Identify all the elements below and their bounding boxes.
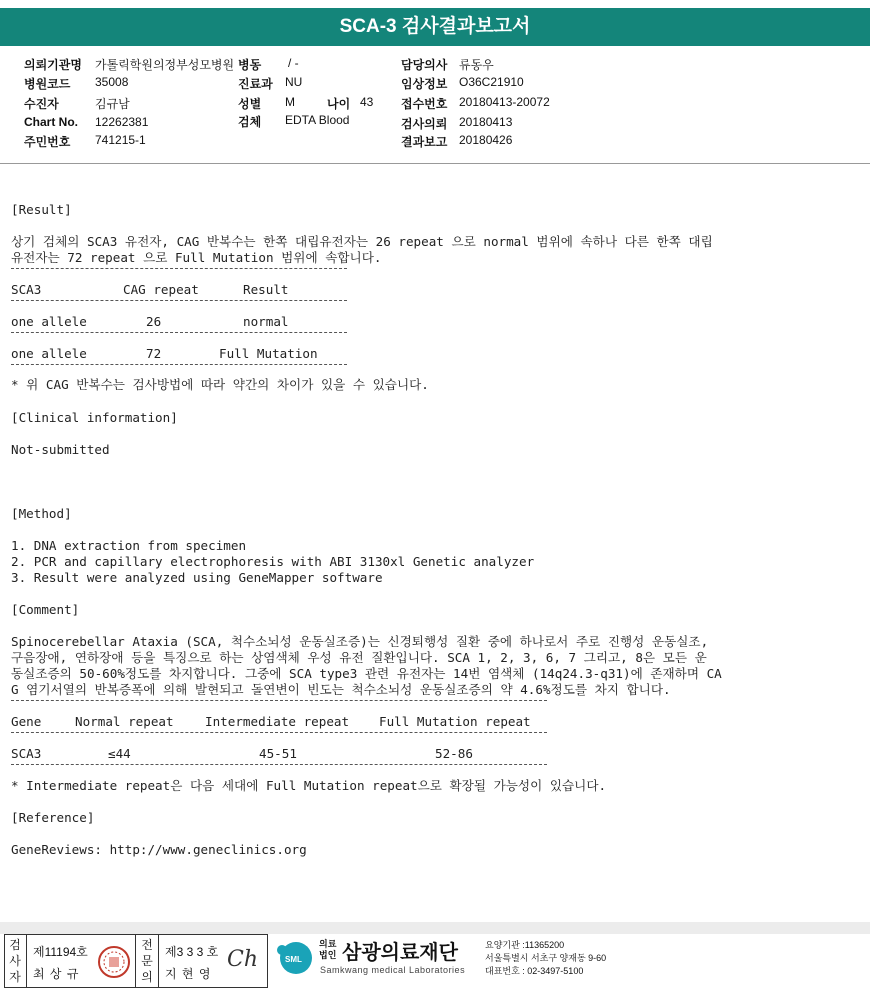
comment-line: 구음장애, 연하장애 등을 특징으로 하는 상염색체 우성 유전 질환입니다. SCA 1, 2, 3, 6, 7 그리고, 8은 모든 운 (11, 650, 707, 665)
divider (26, 935, 27, 987)
divider (11, 364, 347, 365)
org-name: 삼광의료재단 (342, 942, 458, 964)
logo-text: SML (285, 955, 302, 964)
hospital-code-value: 35008 (95, 75, 129, 89)
org-prefix-2: 법인 (319, 950, 337, 960)
divider (11, 700, 547, 701)
ward-label: 병동 (238, 58, 262, 72)
divider (11, 764, 547, 765)
col-header-gene: Gene (11, 714, 42, 729)
col-header-full: Full Mutation repeat (379, 714, 531, 729)
divider (11, 732, 547, 733)
hospital-code-label: 병원코드 (24, 77, 71, 91)
specialist-name: 지 현 영 (165, 967, 212, 981)
request-date-label: 검사의뢰 (401, 117, 448, 131)
method-item: 3. Result were analyzed using GeneMapper software (11, 570, 383, 585)
row-result: Full Mutation (219, 346, 318, 361)
result-text-line-1: 상기 검체의 SCA3 유전자, CAG 반복수는 한쪽 대립유전자는 26 repeat 으로 normal 범위에 속하나 다른 한쪽 대립 (11, 234, 713, 249)
examiner-label: 검사자 (9, 938, 21, 984)
clinical-info-label: 임상정보 (401, 77, 448, 91)
row-allele: one allele (11, 346, 87, 361)
org-contact-line: 대표번호 : 02-3497-5100 (485, 966, 584, 976)
org-prefix-1: 의료 (319, 939, 337, 949)
report-title: SCA-3 검사결과보고서 (0, 8, 870, 46)
row-repeat: 26 (146, 314, 162, 329)
age-value: 43 (360, 95, 374, 109)
examiner-name: 최 상 규 (33, 967, 80, 981)
sex-value: M (285, 95, 295, 109)
comment-line: Spinocerebellar Ataxia (SCA, 척수소뇌성 운동실조증)는 신경퇴행성 질환 중에 하나로서 주로 진행성 운동실조, (11, 634, 709, 649)
examiner-seal-icon (97, 945, 131, 979)
divider (158, 935, 159, 987)
comment-note: * Intermediate repeat은 다음 세대에 Full Mutation repeat으로 확장될 가능성이 있습니다. (11, 778, 607, 793)
reference-text: GeneReviews: http://www.geneclinics.org (11, 842, 307, 857)
divider (135, 935, 136, 987)
method-item: 1. DNA extraction from specimen (11, 538, 247, 553)
clinical-heading: [Clinical information] (11, 410, 178, 425)
row-repeat: 72 (146, 346, 162, 361)
result-heading: [Result] (11, 202, 72, 217)
col-header-cag: CAG repeat (123, 282, 199, 297)
col-header-normal: Normal repeat (75, 714, 174, 729)
chart-no-value: 12262381 (95, 115, 149, 129)
org-contact (485, 939, 606, 978)
row-result: normal (243, 314, 289, 329)
row-intermediate: 45-51 (259, 746, 297, 761)
sex-label: 성별 (238, 97, 262, 111)
department-label: 진료과 (238, 77, 273, 91)
doctor-label: 담당의사 (401, 58, 448, 72)
comment-line: 동실조증의 50-60%정도를 차지합니다. 그중에 SCA type3 관련 유전자는 14번 염색체 (14q24.3-q31)에 존재하며 CA (11, 666, 722, 681)
result-note: * 위 CAG 반복수는 검사방법에 따라 약간의 차이가 있을 수 있습니다. (11, 377, 429, 392)
result-text-line-2: 유전자는 72 repeat 으로 Full Mutation 범위에 속합니다. (11, 250, 382, 265)
comment-heading: [Comment] (11, 602, 80, 617)
patient-name-value: 김규남 (95, 97, 130, 111)
department-value: NU (285, 75, 303, 89)
patient-name-label: 수진자 (24, 97, 59, 111)
row-full: 52-86 (435, 746, 473, 761)
doctor-value: 류동우 (459, 58, 494, 72)
specimen-value: EDTA Blood (285, 113, 350, 127)
report-date-value: 20180426 (459, 133, 513, 147)
reference-heading: [Reference] (11, 810, 95, 825)
resident-no-label: 주민번호 (24, 135, 71, 149)
col-header-result: Result (243, 282, 289, 297)
comment-line: G 염기서열의 반복증폭에 의해 발현되고 돌연변이 빈도는 척수소뇌성 운동실조증의 약 4.6%정도를 차지 합니다. (11, 682, 671, 697)
row-normal: ≤44 (108, 746, 131, 761)
method-heading: [Method] (11, 506, 72, 521)
resident-no-value: 741215-1 (95, 133, 146, 147)
receipt-no-label: 접수번호 (401, 97, 448, 111)
chart-no-label: Chart No. (24, 115, 78, 129)
method-item: 2. PCR and capillary electrophoresis with ABI 3130xl Genetic analyzer (11, 554, 535, 569)
clinical-text: Not-submitted (11, 442, 110, 457)
specialist-label: 전문의 (141, 938, 153, 984)
organization-footer (272, 934, 870, 988)
request-date-value: 20180413 (459, 115, 513, 129)
divider (11, 332, 347, 333)
divider (11, 268, 347, 269)
signature-box (4, 934, 268, 988)
divider (11, 300, 347, 301)
patient-info-panel (0, 48, 870, 164)
ward-value: / - (288, 56, 299, 70)
specialist-license: 제3 3 3 호 (165, 945, 219, 959)
footer-divider (0, 922, 870, 934)
row-allele: one allele (11, 314, 87, 329)
hospital-name-label: 의뢰기관명 (24, 58, 82, 72)
report-date-label: 결과보고 (401, 135, 448, 149)
examiner-license: 제11194호 (33, 945, 88, 959)
age-label: 나이 (327, 97, 351, 111)
col-header-intermediate: Intermediate repeat (205, 714, 350, 729)
specialist-signature: Ch (227, 947, 259, 972)
row-gene: SCA3 (11, 746, 42, 761)
clinical-info-value: O36C21910 (459, 75, 524, 89)
org-contact-line: 요양기관 :11365200 (485, 940, 565, 950)
col-header-gene: SCA3 (11, 282, 42, 297)
hospital-name-value: 가톨릭학원의정부성모병원 (95, 58, 235, 72)
org-contact-line: 서울특별시 서초구 양재동 9-60 (485, 953, 607, 963)
org-english-name: Samkwang medical Laboratories (320, 965, 466, 975)
specimen-label: 검체 (238, 115, 262, 129)
receipt-no-value: 20180413-20072 (459, 95, 550, 109)
